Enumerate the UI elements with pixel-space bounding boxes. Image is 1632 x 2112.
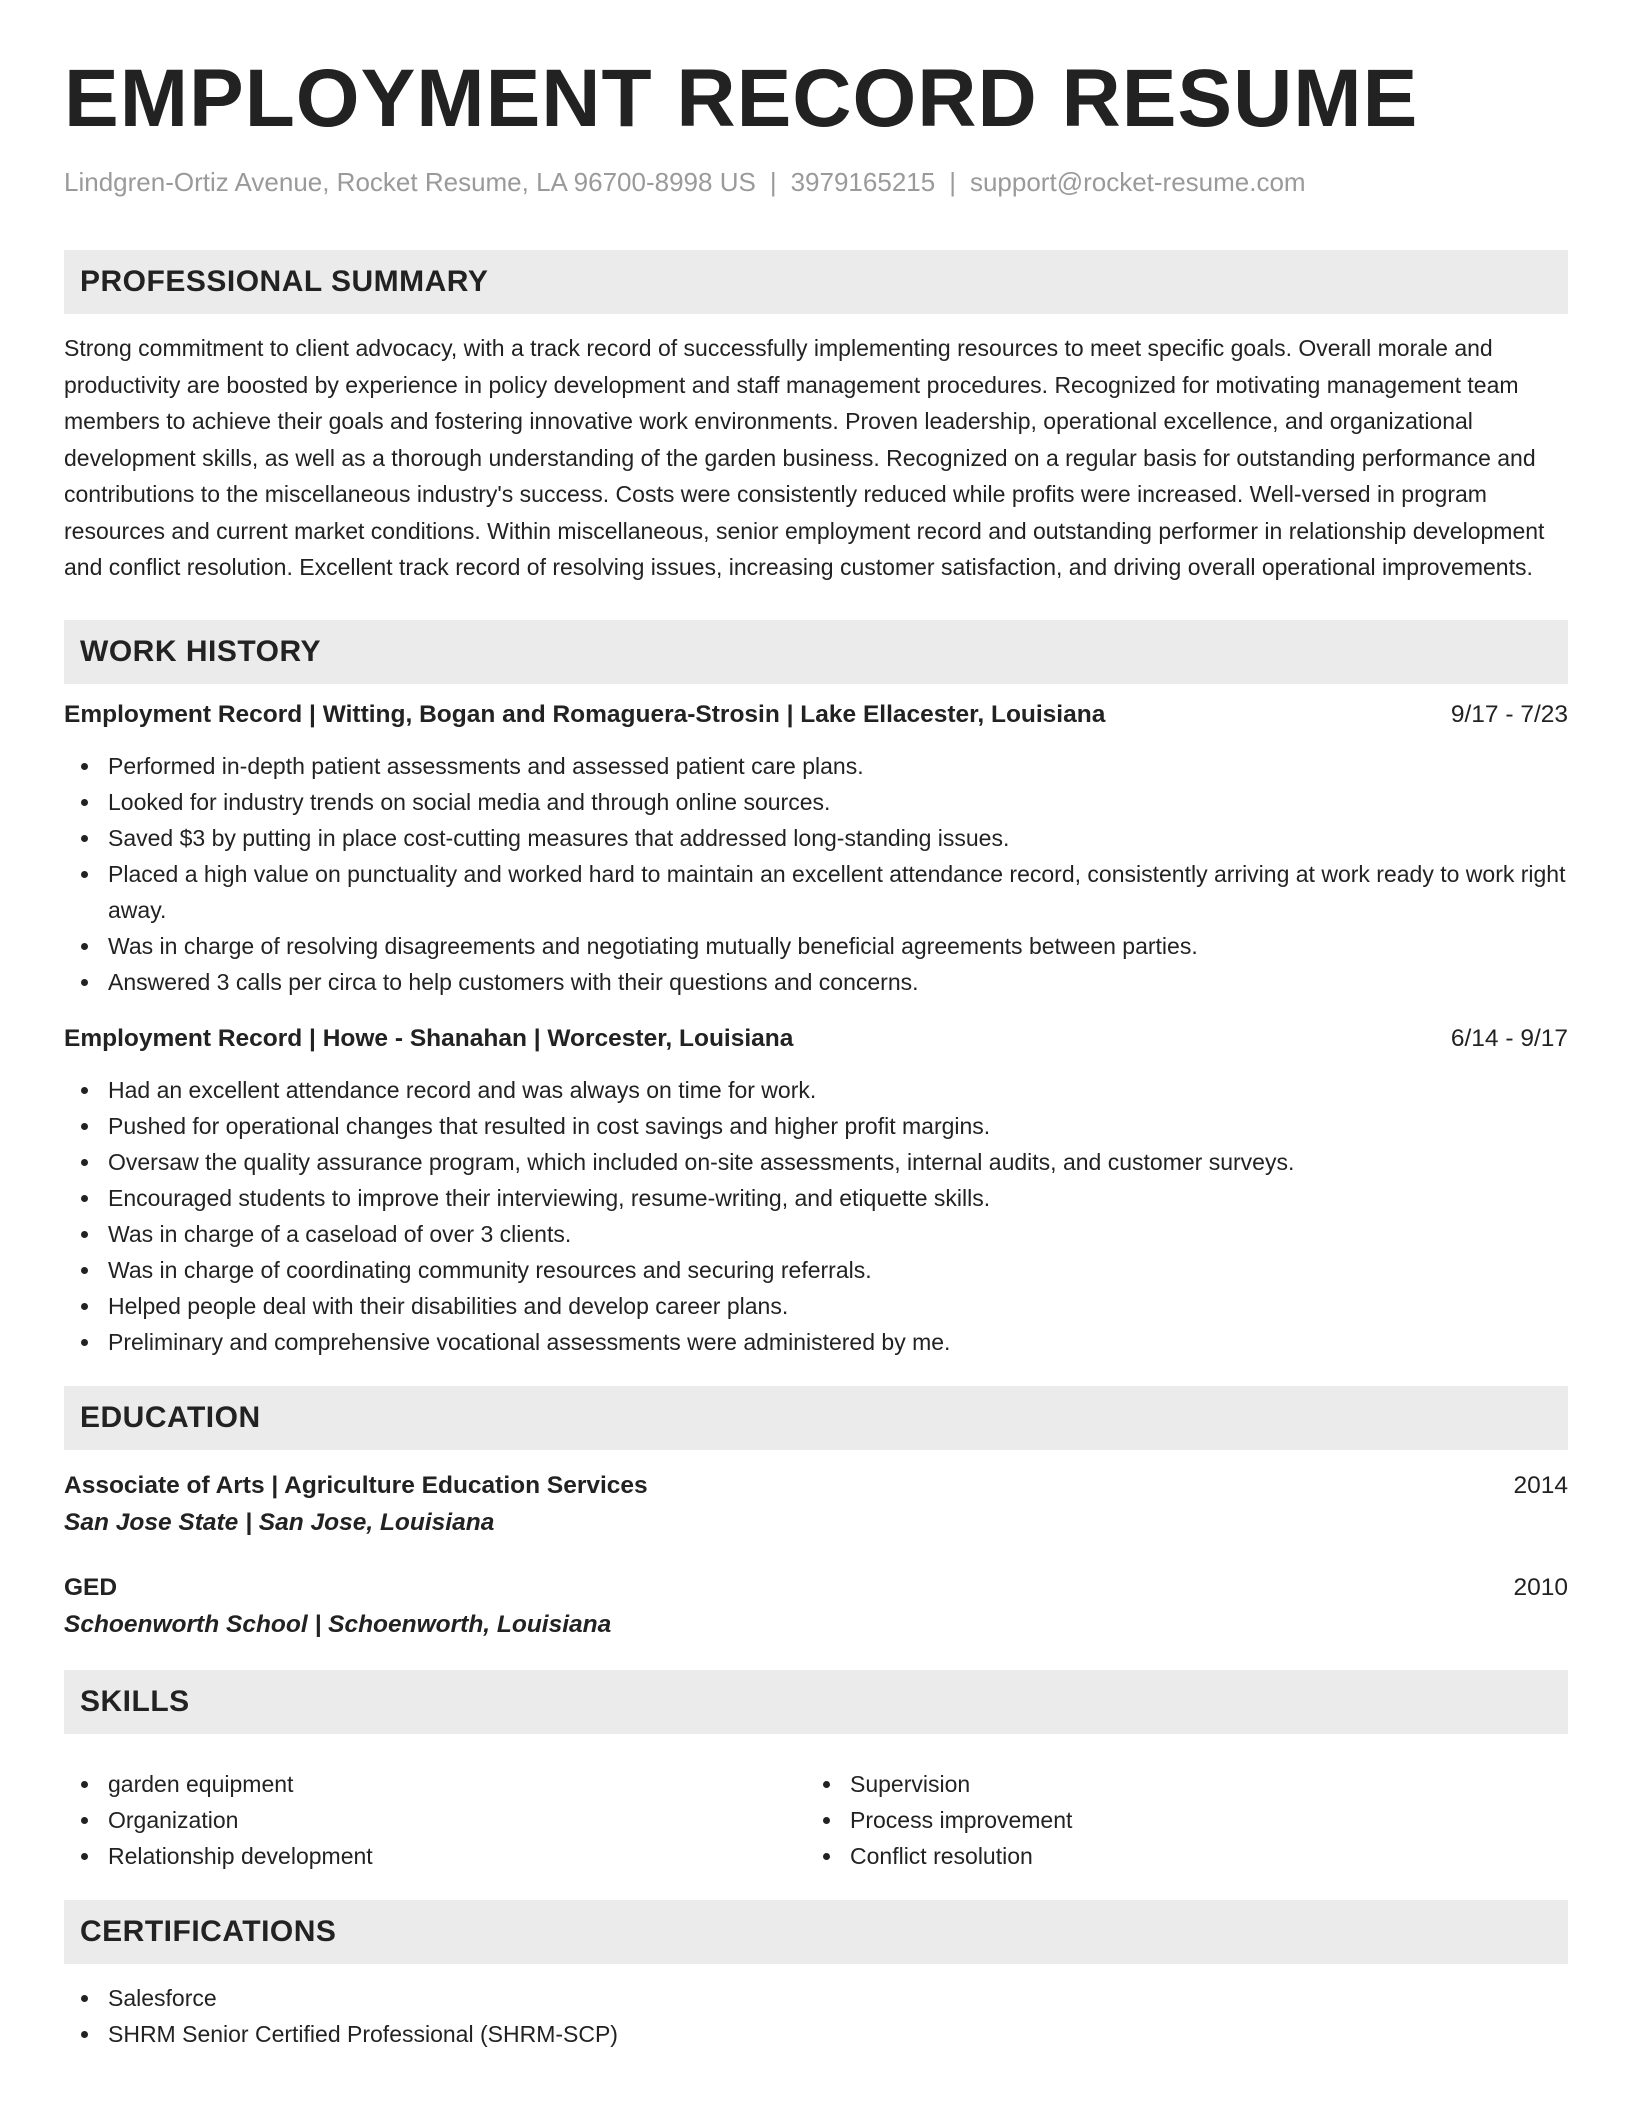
job-header <box>64 698 1568 732</box>
skill-item: Relationship development <box>64 1838 806 1874</box>
certification-item: Salesforce <box>64 1980 1568 2016</box>
education-entry <box>64 1570 1568 1644</box>
job-bullet: Answered 3 calls per circa to help customers with their questions and concerns. <box>64 964 1568 1000</box>
education-school: San Jose State | San Jose, Louisiana <box>64 1508 495 1536</box>
education-year: 2014 <box>1513 1471 1568 1499</box>
education-degree: Associate of Arts | Agriculture Education Services <box>64 1471 648 1499</box>
job-header <box>64 1022 1568 1056</box>
skills-list <box>64 1750 1568 1874</box>
resume-page <box>64 0 1568 2052</box>
certifications-list <box>64 1980 1568 2052</box>
job-bullets <box>64 1072 1568 1360</box>
job-bullet: Was in charge of resolving disagreements and negotiating mutually beneficial agreements between parties. <box>64 928 1568 964</box>
contact-email: support@rocket-resume.com <box>969 167 1306 198</box>
education-heading: EDUCATION <box>64 1386 1568 1450</box>
job-bullet: Saved $3 by putting in place cost-cutting measures that addressed long-standing issues. <box>64 820 1568 856</box>
job-title: Employment Record | Howe - Shanahan | Worcester, Louisiana <box>64 1024 794 1052</box>
job-entry <box>64 1022 1568 1360</box>
contact-phone: 3979165215 <box>790 167 936 198</box>
job-bullet: Helped people deal with their disabilities and develop career plans. <box>64 1288 1568 1324</box>
job-bullet: Placed a high value on punctuality and worked hard to maintain an excellent attendance record, consistently arriving at work ready to work right away. <box>64 856 1568 928</box>
contact-separator: | <box>949 167 956 198</box>
skills-heading: SKILLS <box>64 1670 1568 1734</box>
job-bullet: Was in charge of coordinating community resources and securing referrals. <box>64 1252 1568 1288</box>
education-school: Schoenworth School | Schoenworth, Louisiana <box>64 1610 612 1638</box>
skills-column-right <box>806 1766 1548 1874</box>
skills-column-left <box>64 1766 806 1874</box>
summary-text: Strong commitment to client advocacy, with a track record of successfully implementing resources to meet specific goals. Overall morale and productivity are boosted by experience in policy development and staff management procedures. Recognized for motivating management team members to achieve their goals and fostering innovative work environments. Proven leadership, operational excellence, and organizational development skills, as well as a thorough understanding of the garden business. Recognized on a regular basis for outstanding performance and contributions to the miscellaneous industry's success. Costs were consistently reduced while profits were increased. Well-versed in program resources and current market conditions. Within miscellaneous, senior employment record and outstanding performer in relationship development and conflict resolution. Excellent track record of resolving issues, increasing customer satisfaction, and driving overall operational improvements. <box>64 335 1545 581</box>
skill-item: Supervision <box>806 1766 1548 1802</box>
summary-heading: PROFESSIONAL SUMMARY <box>64 250 1568 314</box>
job-bullet: Oversaw the quality assurance program, which included on-site assessments, internal audits, and customer surveys. <box>64 1144 1568 1180</box>
skill-item: Organization <box>64 1802 806 1838</box>
job-bullet: Encouraged students to improve their interviewing, resume-writing, and etiquette skills. <box>64 1180 1568 1216</box>
work-history-heading: WORK HISTORY <box>64 620 1568 684</box>
contact-line <box>64 166 1568 200</box>
skill-item: Conflict resolution <box>806 1838 1548 1874</box>
job-bullet: Preliminary and comprehensive vocational assessments were administered by me. <box>64 1324 1568 1360</box>
job-title: Employment Record | Witting, Bogan and Romaguera-Strosin | Lake Ellacester, Louisiana <box>64 700 1106 728</box>
job-bullet: Pushed for operational changes that resulted in cost savings and higher profit margins. <box>64 1108 1568 1144</box>
job-bullet: Performed in-depth patient assessments and assessed patient care plans. <box>64 748 1568 784</box>
skill-item: garden equipment <box>64 1766 806 1802</box>
education-header <box>64 1570 1568 1606</box>
education-degree: GED <box>64 1573 118 1601</box>
job-bullet: Was in charge of a caseload of over 3 clients. <box>64 1216 1568 1252</box>
job-dates: 9/17 - 7/23 <box>1450 700 1568 728</box>
job-entry <box>64 698 1568 1000</box>
certifications-heading: CERTIFICATIONS <box>64 1900 1568 1964</box>
job-bullet: Looked for industry trends on social media and through online sources. <box>64 784 1568 820</box>
resume-title: EMPLOYMENT RECORD RESUME <box>64 53 1419 144</box>
education-header <box>64 1468 1568 1504</box>
job-bullet: Had an excellent attendance record and was always on time for work. <box>64 1072 1568 1108</box>
education-year: 2010 <box>1513 1573 1568 1601</box>
education-entry <box>64 1468 1568 1542</box>
job-bullets <box>64 748 1568 1000</box>
certification-item: SHRM Senior Certified Professional (SHRM-SCP) <box>64 2016 1568 2052</box>
job-dates: 6/14 - 9/17 <box>1450 1024 1568 1052</box>
skill-item: Process improvement <box>806 1802 1548 1838</box>
contact-address: Lindgren-Ortiz Avenue, Rocket Resume, LA 96700-8998 US <box>64 167 756 198</box>
contact-separator: | <box>769 167 777 198</box>
